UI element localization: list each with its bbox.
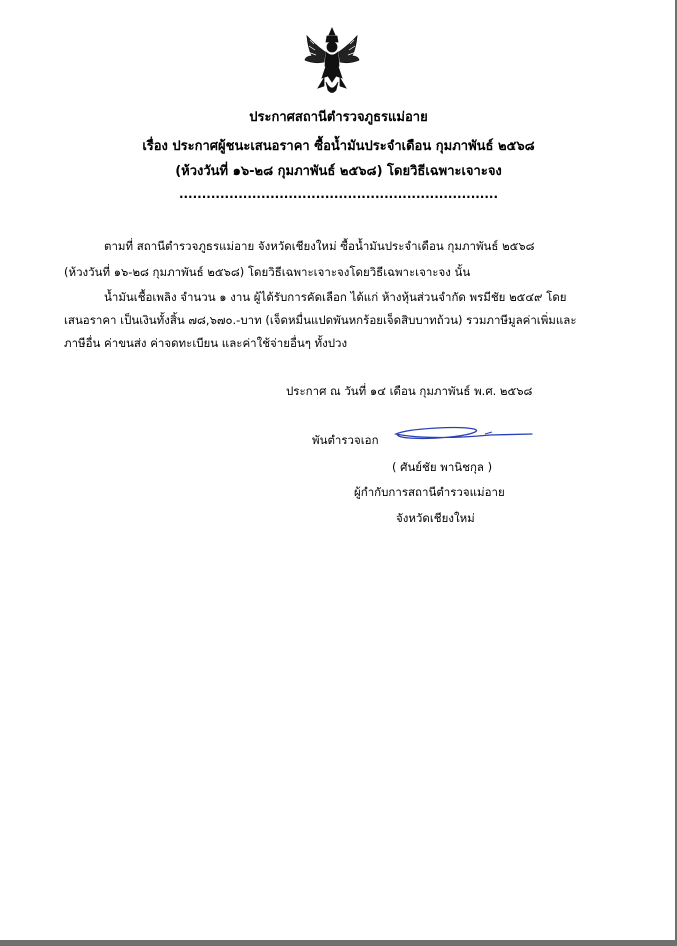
signer-name: ( ศันย์ชัย พานิชกุล )	[392, 460, 493, 474]
paragraph2-line1: น้ำมันเชื้อเพลิง จำนวน ๑ งาน ผู้ได้รับการคัดเลือก ได้แก่ ห้างหุ้นส่วนจำกัด พรมีชัย ๒๕๔๙ โดย	[104, 290, 567, 304]
paragraph2-line3: ภาษีอื่น ค่าขนส่ง ค่าจดทะเบียน และค่าใช้จ่ายอื่นๆ ทั้งปวง	[64, 336, 348, 350]
announcement-date: ประกาศ ณ วันที่ ๑๔ เดือน กุมภาพันธ์ พ.ศ. ๒๕๖๘	[286, 384, 533, 398]
announcement-title: ประกาศสถานีตำรวจภูธรแม่อาย	[249, 110, 428, 125]
paragraph2-line2: เสนอราคา เป็นเงินทั้งสิ้น ๗๘,๖๗๐.-บาท (เจ็ดหมื่นแปดพันหกร้อยเจ็ดสิบบาทถ้วน) รวมภาษีมูลค่าเพิ่มและ	[64, 313, 577, 327]
garuda-emblem-icon	[304, 26, 360, 96]
signer-province: จังหวัดเชียงใหม่	[396, 511, 475, 525]
announcement-period: (ห้วงวันที่ ๑๖-๒๘ กุมภาพันธ์ ๒๕๖๘) โดยวิธีเฉพาะเจาะจง	[175, 164, 502, 179]
signer-position: ผู้กำกับการสถานีตำรวจแม่อาย	[354, 485, 505, 499]
signer-rank: พันตำรวจเอก	[312, 433, 379, 447]
separator-dots: ......................................................................	[178, 187, 499, 201]
signature-icon	[390, 422, 535, 446]
announcement-subject: เรื่อง ประกาศผู้ชนะเสนอราคา ซื้อน้ำมันประจำเดือน กุมภาพันธ์ ๒๕๖๘	[142, 139, 535, 154]
paragraph1-line1: ตามที่ สถานีตำรวจภูธรแม่อาย จังหวัดเชียงใหม่ ซื้อน้ำมันประจำเดือน กุมภาพันธ์ ๒๕๖๘	[104, 239, 535, 253]
paragraph1-line2: (ห้วงวันที่ ๑๖-๒๘ กุมภาพันธ์ ๒๕๖๘) โดยวิธีเฉพาะเจาะจงโดยวิธีเฉพาะเจาะจง นั้น	[64, 265, 471, 279]
